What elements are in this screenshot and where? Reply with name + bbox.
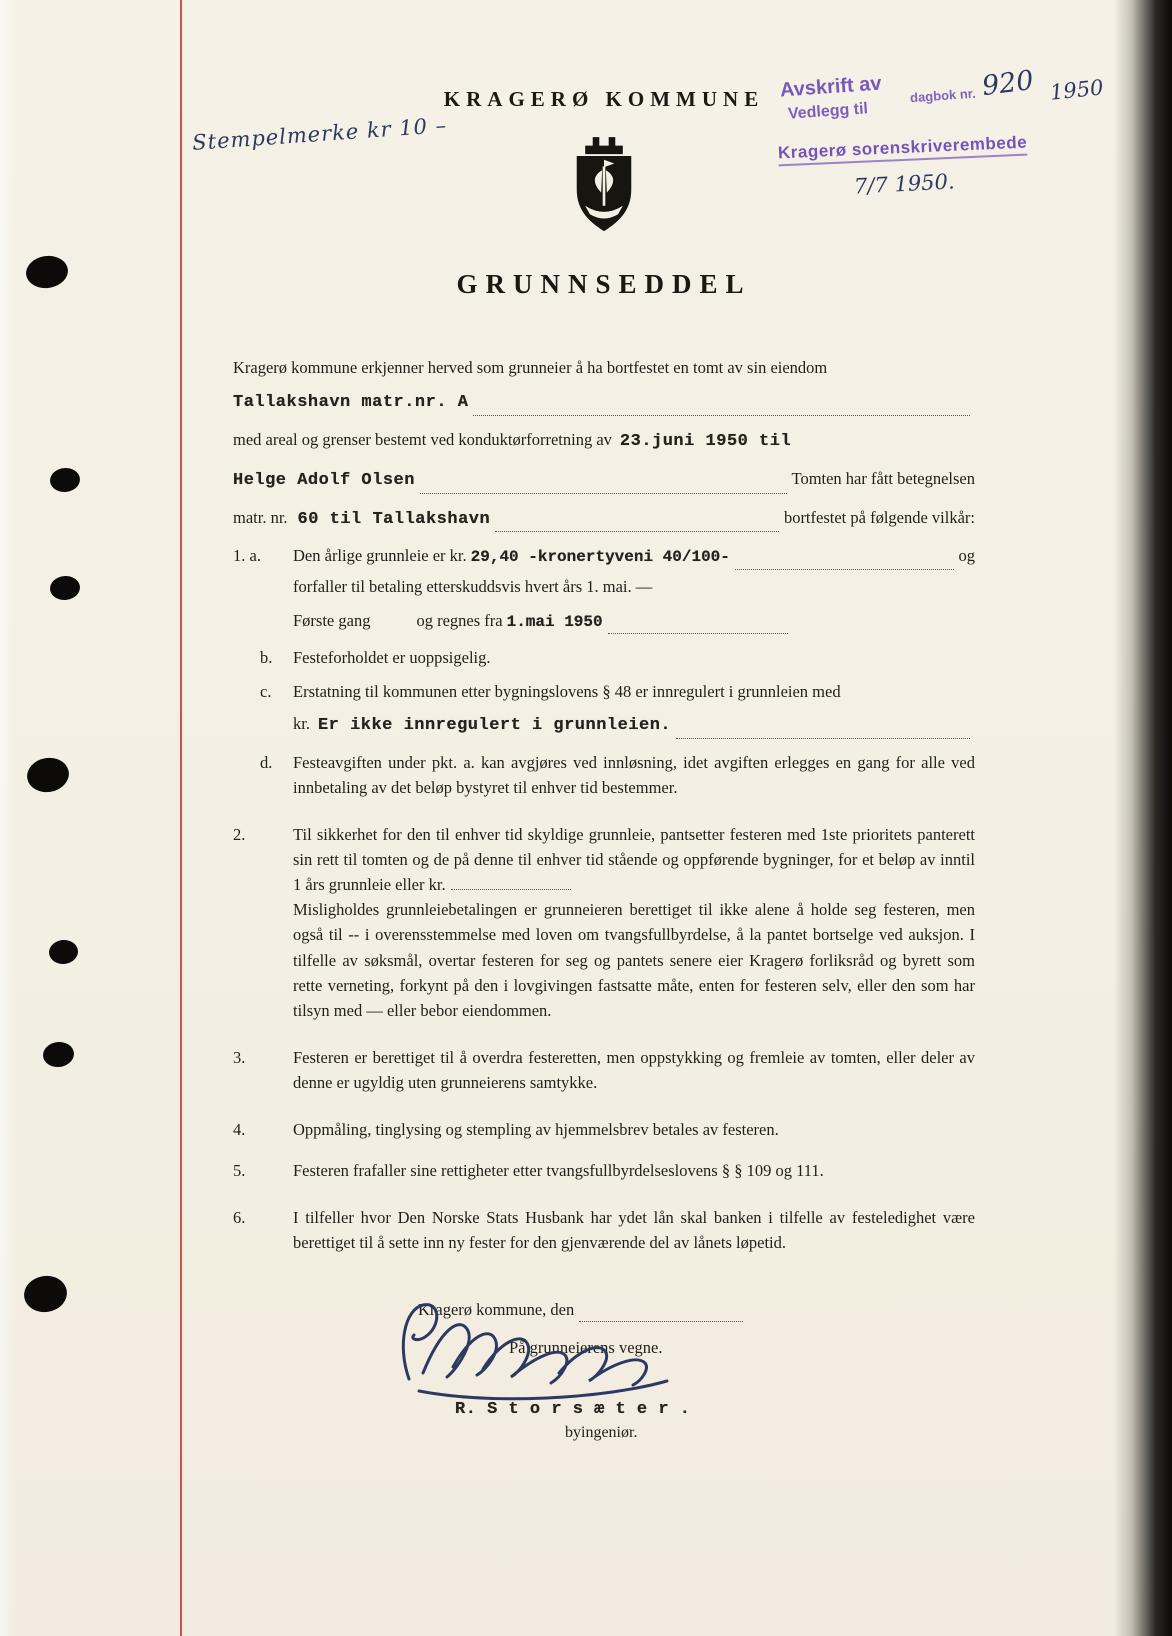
rent-label-tail: og xyxy=(958,546,975,566)
signature-section xyxy=(233,1297,975,1477)
clause-6 xyxy=(233,1205,975,1255)
red-margin-line xyxy=(180,0,182,1636)
kragero-coat-of-arms-icon xyxy=(557,130,651,244)
intro-paragraph: Kragerø kommune erkjenner herved som grunneier å ha bortfestet en tomt av sin eiendom xyxy=(233,357,828,377)
clause-1d-letter: d. xyxy=(260,753,273,773)
kr-label: kr. xyxy=(293,714,310,734)
clause-5-text: Festeren frafaller sine rettigheter etter tvangsfullbyrdelseslovens § § 109 og 111. xyxy=(293,1161,824,1181)
municipality-heading: KRAGERØ KOMMUNE xyxy=(443,87,765,111)
clause-1b-text: Festeforholdet er uoppsigelig. xyxy=(293,648,491,668)
clause-1c-text: Erstatning til kommunen etter bygningslovens § 48 er innregulert i grunnleien med xyxy=(293,682,841,702)
clause-3-number: 3. xyxy=(233,1047,246,1067)
clause-2 xyxy=(233,822,975,1023)
terms-label: bortfestet på følgende vilkår: xyxy=(783,507,975,527)
property-field-line xyxy=(233,390,975,416)
document-title: GRUNNSEDDEL xyxy=(456,268,752,299)
clause-1c-letter: c. xyxy=(260,682,272,702)
property-typed-value: Tallakshavn matr.nr. A xyxy=(233,393,469,413)
handwritten-stamp-duty-note: Stempelmerke kr 10 – xyxy=(191,113,448,155)
punch-hole xyxy=(21,1273,69,1315)
clause-3-text: Festeren er berettiget til å overdra festeretten, men oppstykking og fremleie av tomten, eller deler av denne er ugyldig uten grunneierens samtykke. xyxy=(293,1047,975,1092)
paper-left-edge xyxy=(0,0,16,1636)
clause-3 xyxy=(233,1045,975,1095)
clause-1d xyxy=(233,750,975,800)
clause-2-number: 2. xyxy=(233,825,246,845)
typed-signature: R. S t o r s æ t e r . xyxy=(455,1400,691,1420)
dotted-rule xyxy=(451,875,571,890)
lessee-name-line xyxy=(233,466,975,494)
punch-hole xyxy=(48,939,79,965)
survey-date-label: med areal og grenser bestemt ved konduktørforretning av xyxy=(233,429,612,449)
first-date-typed: 1.mai 1950 xyxy=(506,612,603,631)
clause-4 xyxy=(233,1117,975,1142)
clause-1a xyxy=(233,543,975,636)
punch-hole xyxy=(42,1040,76,1069)
dotted-rule xyxy=(473,401,970,416)
punch-hole xyxy=(49,574,81,601)
counts-from-label: og regnes fra xyxy=(416,610,503,630)
clause-6-text: I tilfeller hvor Den Norske Stats Husbank har ydet lån skal banken i tilfelle av festeledighet være berettiget til å sette inn ny fester for den gjenværende del av lånets løpetid. xyxy=(293,1208,975,1253)
handwritten-journal-year: 1950 xyxy=(1048,75,1105,105)
dotted-rule xyxy=(495,517,779,532)
survey-date-typed: 23.juni 1950 til xyxy=(619,431,792,451)
sorenskriver-office-stamp: Kragerø sorenskriverembede xyxy=(778,133,1028,167)
rent-typed-value: 29,40 -kronertyveni 40/100- xyxy=(470,548,730,567)
signer-role: byingeniør. xyxy=(565,1424,638,1442)
matr-nr-label: matr. nr. xyxy=(233,507,288,527)
clause-1a-body xyxy=(293,543,975,636)
document-body xyxy=(233,84,975,1477)
avskrift-stamp: Avskrift av xyxy=(779,72,883,102)
punch-hole xyxy=(49,466,81,493)
clause-1b xyxy=(233,645,975,670)
dotted-rule xyxy=(735,555,954,570)
rent-label: Den årlige grunnleie er kr. xyxy=(293,546,467,566)
dagbok-stamp-label: dagbok nr. xyxy=(909,85,977,106)
vedlegg-stamp: Vedlegg til xyxy=(787,100,869,123)
punch-hole xyxy=(24,253,70,291)
first-time-label: Første gang xyxy=(293,610,371,630)
handwritten-date: 7/7 1950. xyxy=(853,169,956,199)
clause-1c xyxy=(233,679,975,741)
coat-of-arms-wrap xyxy=(233,130,975,246)
punch-hole xyxy=(24,755,71,796)
clause-1d-text: Festeavgiften under pkt. a. kan avgjøres ved innløsning, idet avgiften erlegges en gang for alle ved innbetaling av det beløp bystyret til enhver tid bestemmer. xyxy=(293,753,975,798)
dotted-rule xyxy=(420,478,787,493)
scan-dark-edge xyxy=(1114,0,1172,1636)
dotted-rule xyxy=(676,724,970,739)
clause-2-paragraph-1 xyxy=(293,822,975,897)
matr-nr-typed: 60 til Tallakshavn xyxy=(297,509,491,529)
clause-1a-number: 1. a. xyxy=(233,546,261,566)
handwritten-journal-number: 920 xyxy=(980,64,1036,103)
rent-due-text: forfaller til betaling etterskuddsvis hvert års 1. mai. — xyxy=(293,576,653,596)
clause-2-paragraph-2: Misligholdes grunnleiebetalingen er grunneieren berettiget til ikke alene å holde seg festeren, men også til -- i overensstemmelse med loven om tvangsfullbyrdelse, å la pantet bortselge ved auksjon. I tilfelle av søksmål, overtar festeren for seg og pantets senere eier Kragerø forliksråd og byrett som rette verneting, forkynt på den i lovgivingen fastsatte måte, enten for festeren selv, eller den som har tilsyn med — eller bebor eiendommen. xyxy=(293,900,975,1020)
lessee-name-typed: Helge Adolf Olsen xyxy=(233,470,415,490)
dotted-rule xyxy=(608,619,788,634)
matr-nr-line xyxy=(233,505,975,533)
clause-2-p1-text: Til sikkerhet for den til enhver tid skyldige grunnleie, pantsetter festeren med 1ste prioritets panterett sin rett til tomten og de på denne til enhver tid stående og oppførende bygninger, for et beløp av inntil 1 års grunnleie eller kr. xyxy=(293,825,975,895)
place-date-label: Kragerø kommune, den xyxy=(418,1300,575,1320)
survey-date-line xyxy=(233,427,975,455)
designation-label: Tomten har fått betegnelsen xyxy=(791,468,975,488)
clause-1b-letter: b. xyxy=(260,648,273,668)
clause-5-number: 5. xyxy=(233,1161,246,1181)
signature-ink-icon xyxy=(383,1283,713,1413)
on-behalf-label: På grunneierens vegne. xyxy=(509,1338,663,1358)
clause-4-text: Oppmåling, tinglysing og stempling av hjemmelsbrev betales av festeren. xyxy=(293,1119,779,1139)
clause-1c-typed: Er ikke innregulert i grunnleien. xyxy=(317,716,672,736)
clause-4-number: 4. xyxy=(233,1119,246,1139)
clause-6-number: 6. xyxy=(233,1208,246,1228)
clause-5 xyxy=(233,1158,975,1183)
